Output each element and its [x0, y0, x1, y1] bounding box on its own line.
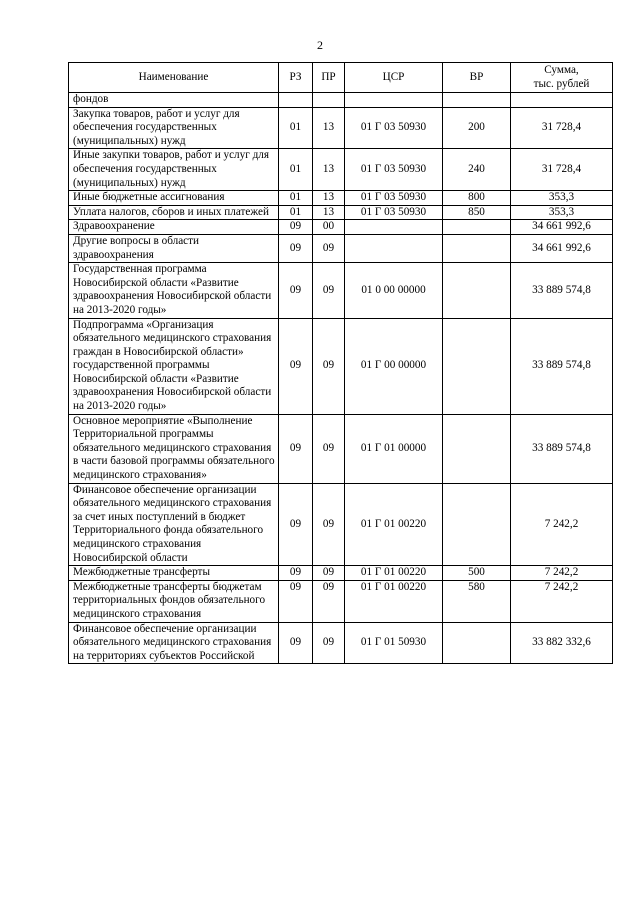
header-sum: [511, 63, 613, 93]
table-body: [69, 93, 613, 664]
row-vr: [443, 263, 511, 318]
row-csr: 01 Г 03 50930: [345, 191, 443, 206]
table-row: [69, 318, 613, 414]
row-csr: 01 Г 01 50930: [345, 622, 443, 664]
row-name: Основное мероприятие «Выполнение Территориальной программы обязательного медицинского страхования в части базовой программы обязательного медицинского страхования»: [69, 414, 279, 483]
table-row: [69, 414, 613, 483]
table-row: [69, 580, 613, 622]
budget-table: [68, 62, 613, 664]
row-name: Межбюджетные трансферты: [69, 566, 279, 581]
table-row: [69, 220, 613, 235]
header-csr: ЦСР: [345, 63, 443, 93]
row-sum: 34 661 992,6: [511, 234, 613, 262]
row-rz: [279, 93, 313, 108]
table-row: [69, 205, 613, 220]
row-pr: 09: [313, 483, 345, 566]
table-header: [69, 63, 613, 93]
row-name: Другие вопросы в области здравоохранения: [69, 234, 279, 262]
row-vr: [443, 622, 511, 664]
header-rz: РЗ: [279, 63, 313, 93]
row-pr: 09: [313, 414, 345, 483]
row-vr: 850: [443, 205, 511, 220]
row-rz: 09: [279, 580, 313, 622]
row-name: Финансовое обеспечение организации обязательного медицинского страхования за счет иных поступлений в бюджет Территориального фонда обязательного медицинского страхования Новосибирской области: [69, 483, 279, 566]
table-row: [69, 234, 613, 262]
row-rz: 09: [279, 483, 313, 566]
row-sum: 7 242,2: [511, 483, 613, 566]
row-name: Здравоохранение: [69, 220, 279, 235]
row-rz: 09: [279, 318, 313, 414]
row-sum: 7 242,2: [511, 580, 613, 622]
row-rz: 09: [279, 263, 313, 318]
row-vr: 800: [443, 191, 511, 206]
row-pr: 13: [313, 107, 345, 149]
row-csr: 01 0 00 00000: [345, 263, 443, 318]
row-pr: 09: [313, 566, 345, 581]
row-vr: [443, 93, 511, 108]
row-pr: 09: [313, 263, 345, 318]
row-rz: 01: [279, 191, 313, 206]
table-row: [69, 483, 613, 566]
row-rz: 09: [279, 414, 313, 483]
row-pr: 13: [313, 191, 345, 206]
row-rz: 09: [279, 622, 313, 664]
row-name: фондов: [69, 93, 279, 108]
table-row: [69, 149, 613, 191]
table-row: [69, 263, 613, 318]
row-csr: 01 Г 01 00220: [345, 580, 443, 622]
row-name: Уплата налогов, сборов и иных платежей: [69, 205, 279, 220]
row-vr: 580: [443, 580, 511, 622]
row-pr: 09: [313, 318, 345, 414]
row-sum: 33 882 332,6: [511, 622, 613, 664]
row-name: Государственная программа Новосибирской области «Развитие здравоохранения Новосибирской области на 2013-2020 годы»: [69, 263, 279, 318]
row-pr: [313, 93, 345, 108]
table-row: [69, 93, 613, 108]
row-sum: 31 728,4: [511, 107, 613, 149]
row-csr: 01 Г 01 00220: [345, 566, 443, 581]
row-csr: 01 Г 01 00000: [345, 414, 443, 483]
row-rz: 01: [279, 205, 313, 220]
row-name: Иные закупки товаров, работ и услуг для обеспечения государственных (муниципальных) нужд: [69, 149, 279, 191]
row-sum: 34 661 992,6: [511, 220, 613, 235]
header-pr: ПР: [313, 63, 345, 93]
row-vr: [443, 483, 511, 566]
header-sum-line2: тыс. рублей: [533, 77, 590, 90]
table-row: [69, 107, 613, 149]
row-sum: 33 889 574,8: [511, 263, 613, 318]
row-csr: [345, 234, 443, 262]
header-vr: ВР: [443, 63, 511, 93]
row-rz: 09: [279, 220, 313, 235]
row-vr: [443, 414, 511, 483]
page-number: 2: [317, 38, 323, 52]
row-vr: 200: [443, 107, 511, 149]
row-name: Иные бюджетные ассигнования: [69, 191, 279, 206]
row-csr: 01 Г 00 00000: [345, 318, 443, 414]
row-sum: 31 728,4: [511, 149, 613, 191]
row-csr: 01 Г 03 50930: [345, 107, 443, 149]
row-pr: 13: [313, 205, 345, 220]
row-sum: 33 889 574,8: [511, 414, 613, 483]
row-name: Финансовое обеспечение организации обязательного медицинского страхования на территориях субъектов Российской: [69, 622, 279, 664]
row-pr: 09: [313, 234, 345, 262]
row-sum: 33 889 574,8: [511, 318, 613, 414]
row-sum: 353,3: [511, 205, 613, 220]
row-sum: 353,3: [511, 191, 613, 206]
row-rz: 01: [279, 107, 313, 149]
row-csr: 01 Г 03 50930: [345, 149, 443, 191]
table-row: [69, 566, 613, 581]
row-vr: 500: [443, 566, 511, 581]
row-csr: [345, 93, 443, 108]
row-rz: 09: [279, 234, 313, 262]
row-pr: 13: [313, 149, 345, 191]
table-row: [69, 191, 613, 206]
table-row: [69, 622, 613, 664]
header-row: [69, 63, 613, 93]
row-sum: [511, 93, 613, 108]
row-vr: [443, 220, 511, 235]
row-name: Подпрограмма «Организация обязательного медицинского страхования граждан в Новосибирской области» государственной программы Новосибирской области «Развитие здравоохранения Новосибирской области на 2013-2020 годы»: [69, 318, 279, 414]
header-name: Наименование: [69, 63, 279, 93]
row-name: Межбюджетные трансферты бюджетам территориальных фондов обязательного медицинского страхования: [69, 580, 279, 622]
row-rz: 01: [279, 149, 313, 191]
row-pr: 00: [313, 220, 345, 235]
row-sum: 7 242,2: [511, 566, 613, 581]
header-sum-line1: Сумма,: [544, 63, 579, 76]
row-name: Закупка товаров, работ и услуг для обеспечения государственных (муниципальных) нужд: [69, 107, 279, 149]
row-csr: 01 Г 03 50930: [345, 205, 443, 220]
row-vr: [443, 318, 511, 414]
row-pr: 09: [313, 580, 345, 622]
row-csr: 01 Г 01 00220: [345, 483, 443, 566]
row-vr: [443, 234, 511, 262]
row-csr: [345, 220, 443, 235]
row-vr: 240: [443, 149, 511, 191]
row-rz: 09: [279, 566, 313, 581]
row-pr: 09: [313, 622, 345, 664]
